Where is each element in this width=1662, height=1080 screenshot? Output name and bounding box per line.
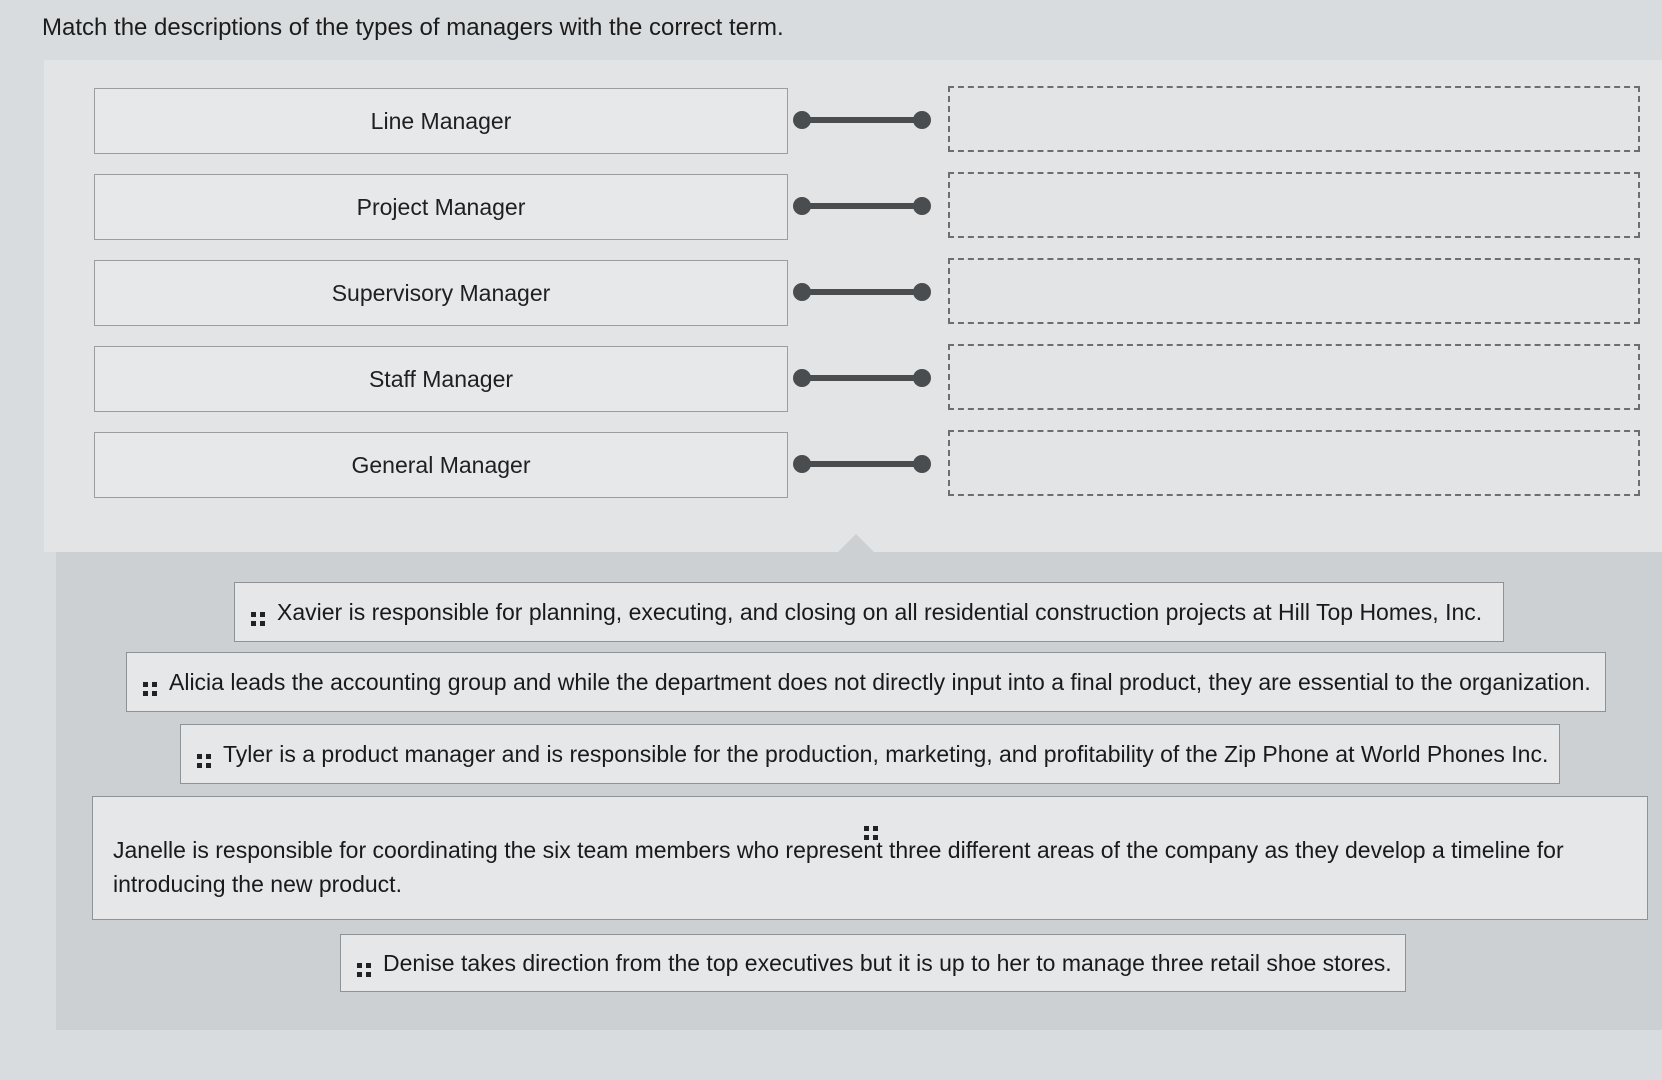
drag-handle-icon[interactable] <box>143 675 157 689</box>
answer-card-alicia[interactable] <box>126 652 1606 712</box>
answer-text: Alicia leads the accounting group and while the department does not directly input into a final product, they are essential to the organization. <box>169 668 1591 695</box>
answer-text: Denise takes direction from the top executives but it is up to her to manage three retail shoe stores. <box>383 949 1392 976</box>
connector-icon <box>792 454 932 474</box>
term-general-manager <box>94 432 788 498</box>
answer-card-denise[interactable] <box>340 934 1406 992</box>
term-staff-manager <box>94 346 788 412</box>
term-label: Supervisory Manager <box>331 279 551 306</box>
drag-handle-icon[interactable] <box>251 605 265 619</box>
drop-zone-1[interactable] <box>948 86 1640 152</box>
answer-card-tyler[interactable] <box>180 724 1560 784</box>
answer-card-xavier[interactable] <box>234 582 1504 642</box>
drag-handle-icon[interactable] <box>197 747 211 761</box>
term-label: Staff Manager <box>368 365 514 392</box>
drop-zone-5[interactable] <box>948 430 1640 496</box>
answer-bank-pointer <box>838 534 874 552</box>
connector-icon <box>792 196 932 216</box>
connector-icon <box>792 282 932 302</box>
drop-zone-4[interactable] <box>948 344 1640 410</box>
drag-handle-icon[interactable] <box>357 956 371 970</box>
drag-handle-row <box>113 815 1629 829</box>
answer-text: Janelle is responsible for coordinating the six team members who represent three different areas of the company as they develop a timeline for introducing the new product. <box>113 837 1564 897</box>
term-label: Line Manager <box>370 107 512 134</box>
term-project-manager <box>94 174 788 240</box>
term-label: Project Manager <box>356 193 526 220</box>
connector-icon <box>792 368 932 388</box>
answer-text: Tyler is a product manager and is responsible for the production, marketing, and profitability of the Zip Phone at World Phones Inc. <box>223 740 1549 767</box>
answer-card-janelle[interactable] <box>92 796 1648 920</box>
term-label: General Manager <box>351 451 531 478</box>
drop-zone-2[interactable] <box>948 172 1640 238</box>
drop-zone-3[interactable] <box>948 258 1640 324</box>
answer-bank <box>56 552 1662 1030</box>
answer-text: Xavier is responsible for planning, executing, and closing on all residential construction projects at Hill Top Homes, Inc. <box>277 598 1483 625</box>
instructions-text: Match the descriptions of the types of managers with the correct term. <box>42 14 784 41</box>
term-supervisory-manager <box>94 260 788 326</box>
drag-handle-icon[interactable] <box>864 815 878 829</box>
matching-panel <box>44 60 1662 552</box>
connector-icon <box>792 110 932 130</box>
term-line-manager <box>94 88 788 154</box>
